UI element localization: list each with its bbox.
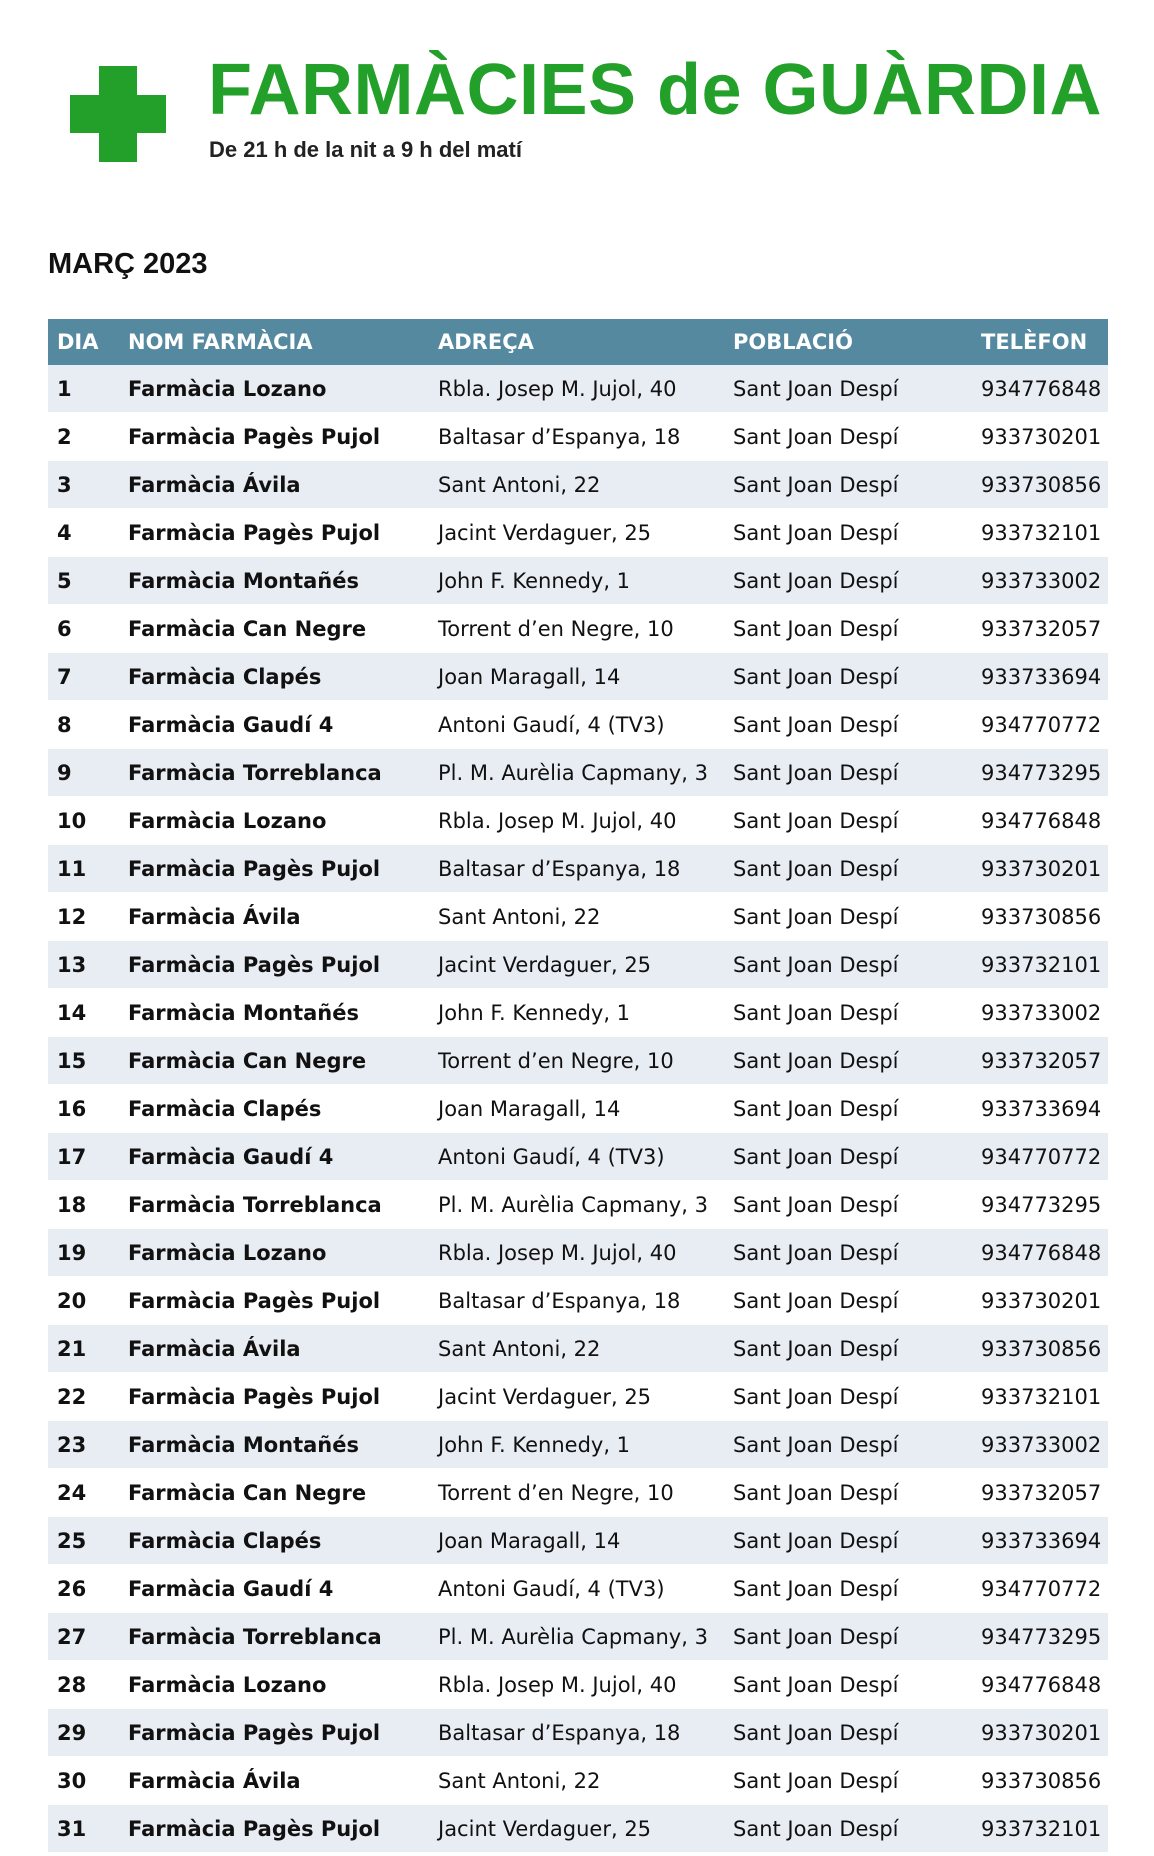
row-phone: 933732057 xyxy=(972,1037,1108,1085)
row-day: 2 xyxy=(48,413,119,461)
row-day: 7 xyxy=(48,653,119,701)
row-town: Sant Joan Despí xyxy=(724,413,972,461)
row-address: Jacint Verdaguer, 25 xyxy=(429,941,724,989)
row-pharmacy-name: Farmàcia Pagès Pujol xyxy=(119,1277,429,1325)
table-row xyxy=(48,1565,1108,1613)
row-address: Jacint Verdaguer, 25 xyxy=(429,1805,724,1853)
row-pharmacy-name: Farmàcia Pagès Pujol xyxy=(119,509,429,557)
row-phone: 933733002 xyxy=(972,989,1108,1037)
row-day: 28 xyxy=(48,1661,119,1709)
table-row xyxy=(48,1421,1108,1469)
row-address: Rbla. Josep M. Jujol, 40 xyxy=(429,365,724,413)
table-row xyxy=(48,1277,1108,1325)
row-address: John F. Kennedy, 1 xyxy=(429,557,724,605)
table-row xyxy=(48,365,1108,413)
table-row xyxy=(48,605,1108,653)
row-town: Sant Joan Despí xyxy=(724,1085,972,1133)
table-row xyxy=(48,1229,1108,1277)
row-day: 6 xyxy=(48,605,119,653)
row-day: 10 xyxy=(48,797,119,845)
row-pharmacy-name: Farmàcia Lozano xyxy=(119,365,429,413)
row-phone: 933730856 xyxy=(972,461,1108,509)
row-address: Rbla. Josep M. Jujol, 40 xyxy=(429,797,724,845)
row-day: 23 xyxy=(48,1421,119,1469)
row-pharmacy-name: Farmàcia Gaudí 4 xyxy=(119,1133,429,1181)
row-address: Antoni Gaudí, 4 (TV3) xyxy=(429,1565,724,1613)
row-town: Sant Joan Despí xyxy=(724,701,972,749)
row-day: 26 xyxy=(48,1565,119,1613)
duty-pharmacies-table xyxy=(48,319,1108,1853)
table-row xyxy=(48,1037,1108,1085)
row-day: 21 xyxy=(48,1325,119,1373)
row-day: 24 xyxy=(48,1469,119,1517)
column-header-name: NOM FARMÀCIA xyxy=(119,319,429,365)
row-day: 8 xyxy=(48,701,119,749)
row-town: Sant Joan Despí xyxy=(724,461,972,509)
row-phone: 933732101 xyxy=(972,1373,1108,1421)
row-pharmacy-name: Farmàcia Ávila xyxy=(119,1757,429,1805)
row-phone: 933733002 xyxy=(972,557,1108,605)
row-address: Baltasar d’Espanya, 18 xyxy=(429,413,724,461)
row-day: 22 xyxy=(48,1373,119,1421)
row-address: Pl. M. Aurèlia Capmany, 3 xyxy=(429,749,724,797)
column-header-address: ADREÇA xyxy=(429,319,724,365)
row-pharmacy-name: Farmàcia Clapés xyxy=(119,1517,429,1565)
row-town: Sant Joan Despí xyxy=(724,1661,972,1709)
row-pharmacy-name: Farmàcia Can Negre xyxy=(119,605,429,653)
row-day: 11 xyxy=(48,845,119,893)
table-row xyxy=(48,509,1108,557)
row-phone: 933730201 xyxy=(972,845,1108,893)
row-pharmacy-name: Farmàcia Lozano xyxy=(119,1229,429,1277)
table-row xyxy=(48,1805,1108,1853)
row-town: Sant Joan Despí xyxy=(724,1469,972,1517)
row-pharmacy-name: Farmàcia Pagès Pujol xyxy=(119,845,429,893)
row-day: 9 xyxy=(48,749,119,797)
table-header-row xyxy=(48,319,1108,365)
table-row xyxy=(48,1517,1108,1565)
row-day: 14 xyxy=(48,989,119,1037)
row-pharmacy-name: Farmàcia Gaudí 4 xyxy=(119,1565,429,1613)
row-address: Baltasar d’Espanya, 18 xyxy=(429,845,724,893)
row-pharmacy-name: Farmàcia Can Negre xyxy=(119,1037,429,1085)
column-header-town: POBLACIÓ xyxy=(724,319,972,365)
row-address: Sant Antoni, 22 xyxy=(429,1757,724,1805)
row-pharmacy-name: Farmàcia Ávila xyxy=(119,893,429,941)
row-town: Sant Joan Despí xyxy=(724,1805,972,1853)
row-phone: 933732101 xyxy=(972,509,1108,557)
row-town: Sant Joan Despí xyxy=(724,1373,972,1421)
pharmacy-cross-icon xyxy=(70,66,166,162)
row-pharmacy-name: Farmàcia Clapés xyxy=(119,653,429,701)
row-town: Sant Joan Despí xyxy=(724,605,972,653)
row-address: Torrent d’en Negre, 10 xyxy=(429,1469,724,1517)
table-row xyxy=(48,1325,1108,1373)
row-day: 18 xyxy=(48,1181,119,1229)
column-header-day: DIA xyxy=(48,319,119,365)
row-phone: 933730201 xyxy=(972,413,1108,461)
row-town: Sant Joan Despí xyxy=(724,653,972,701)
row-pharmacy-name: Farmàcia Clapés xyxy=(119,1085,429,1133)
row-town: Sant Joan Despí xyxy=(724,1757,972,1805)
row-phone: 933730201 xyxy=(972,1709,1108,1757)
row-town: Sant Joan Despí xyxy=(724,1133,972,1181)
row-address: Sant Antoni, 22 xyxy=(429,1325,724,1373)
row-town: Sant Joan Despí xyxy=(724,1181,972,1229)
row-phone: 934773295 xyxy=(972,1613,1108,1661)
table-row xyxy=(48,653,1108,701)
table-row xyxy=(48,893,1108,941)
row-town: Sant Joan Despí xyxy=(724,749,972,797)
row-address: Antoni Gaudí, 4 (TV3) xyxy=(429,1133,724,1181)
row-address: Sant Antoni, 22 xyxy=(429,461,724,509)
row-phone: 933733002 xyxy=(972,1421,1108,1469)
row-pharmacy-name: Farmàcia Torreblanca xyxy=(119,749,429,797)
row-day: 15 xyxy=(48,1037,119,1085)
row-pharmacy-name: Farmàcia Torreblanca xyxy=(119,1613,429,1661)
row-pharmacy-name: Farmàcia Pagès Pujol xyxy=(119,1709,429,1757)
row-address: Torrent d’en Negre, 10 xyxy=(429,605,724,653)
row-phone: 934770772 xyxy=(972,1565,1108,1613)
row-pharmacy-name: Farmàcia Ávila xyxy=(119,1325,429,1373)
row-town: Sant Joan Despí xyxy=(724,845,972,893)
row-town: Sant Joan Despí xyxy=(724,797,972,845)
row-day: 3 xyxy=(48,461,119,509)
row-day: 16 xyxy=(48,1085,119,1133)
table-row xyxy=(48,845,1108,893)
row-pharmacy-name: Farmàcia Pagès Pujol xyxy=(119,941,429,989)
table-row xyxy=(48,413,1108,461)
table-row xyxy=(48,941,1108,989)
row-phone: 933732101 xyxy=(972,941,1108,989)
table-row xyxy=(48,1085,1108,1133)
row-address: Joan Maragall, 14 xyxy=(429,653,724,701)
table-row xyxy=(48,1661,1108,1709)
table-row xyxy=(48,557,1108,605)
row-day: 25 xyxy=(48,1517,119,1565)
row-day: 17 xyxy=(48,1133,119,1181)
table-row xyxy=(48,1709,1108,1757)
row-phone: 934773295 xyxy=(972,749,1108,797)
row-address: Torrent d’en Negre, 10 xyxy=(429,1037,724,1085)
row-town: Sant Joan Despí xyxy=(724,941,972,989)
row-address: Baltasar d’Espanya, 18 xyxy=(429,1277,724,1325)
page-subtitle: De 21 h de la nit a 9 h del matí xyxy=(209,137,522,162)
row-day: 27 xyxy=(48,1613,119,1661)
table-row xyxy=(48,989,1108,1037)
table-row xyxy=(48,797,1108,845)
row-phone: 934770772 xyxy=(972,701,1108,749)
row-day: 1 xyxy=(48,365,119,413)
row-day: 19 xyxy=(48,1229,119,1277)
table-row xyxy=(48,1133,1108,1181)
row-phone: 933732057 xyxy=(972,1469,1108,1517)
table-header xyxy=(48,319,1108,365)
row-phone: 933732057 xyxy=(972,605,1108,653)
row-phone: 934776848 xyxy=(972,1661,1108,1709)
row-pharmacy-name: Farmàcia Torreblanca xyxy=(119,1181,429,1229)
row-pharmacy-name: Farmàcia Pagès Pujol xyxy=(119,413,429,461)
row-town: Sant Joan Despí xyxy=(724,1613,972,1661)
row-town: Sant Joan Despí xyxy=(724,1325,972,1373)
row-day: 12 xyxy=(48,893,119,941)
row-town: Sant Joan Despí xyxy=(724,1709,972,1757)
row-pharmacy-name: Farmàcia Can Negre xyxy=(119,1469,429,1517)
row-phone: 933730856 xyxy=(972,893,1108,941)
row-phone: 934776848 xyxy=(972,1229,1108,1277)
row-day: 13 xyxy=(48,941,119,989)
row-pharmacy-name: Farmàcia Ávila xyxy=(119,461,429,509)
row-town: Sant Joan Despí xyxy=(724,989,972,1037)
row-phone: 934770772 xyxy=(972,1133,1108,1181)
row-day: 29 xyxy=(48,1709,119,1757)
row-phone: 933730856 xyxy=(972,1757,1108,1805)
row-town: Sant Joan Despí xyxy=(724,1421,972,1469)
row-day: 5 xyxy=(48,557,119,605)
row-day: 30 xyxy=(48,1757,119,1805)
row-day: 31 xyxy=(48,1805,119,1853)
table-row xyxy=(48,1757,1108,1805)
row-address: Jacint Verdaguer, 25 xyxy=(429,1373,724,1421)
row-town: Sant Joan Despí xyxy=(724,1037,972,1085)
row-town: Sant Joan Despí xyxy=(724,1517,972,1565)
row-town: Sant Joan Despí xyxy=(724,509,972,557)
row-phone: 933733694 xyxy=(972,653,1108,701)
row-address: Joan Maragall, 14 xyxy=(429,1517,724,1565)
row-town: Sant Joan Despí xyxy=(724,365,972,413)
row-phone: 933733694 xyxy=(972,1517,1108,1565)
table-row xyxy=(48,461,1108,509)
table-body xyxy=(48,365,1108,1853)
page-title: FARMÀCIES de GUÀRDIA xyxy=(208,50,1103,130)
column-header-phone: TELÈFON xyxy=(972,319,1108,365)
table-row xyxy=(48,1613,1108,1661)
row-phone: 933732101 xyxy=(972,1805,1108,1853)
table-row xyxy=(48,1373,1108,1421)
row-address: Jacint Verdaguer, 25 xyxy=(429,509,724,557)
row-town: Sant Joan Despí xyxy=(724,557,972,605)
row-town: Sant Joan Despí xyxy=(724,1229,972,1277)
row-address: Antoni Gaudí, 4 (TV3) xyxy=(429,701,724,749)
row-day: 4 xyxy=(48,509,119,557)
table-row xyxy=(48,749,1108,797)
row-address: Baltasar d’Espanya, 18 xyxy=(429,1709,724,1757)
row-town: Sant Joan Despí xyxy=(724,1565,972,1613)
table-row xyxy=(48,1469,1108,1517)
row-address: Sant Antoni, 22 xyxy=(429,893,724,941)
table-row xyxy=(48,701,1108,749)
table-row xyxy=(48,1181,1108,1229)
row-phone: 934776848 xyxy=(972,797,1108,845)
row-pharmacy-name: Farmàcia Montañés xyxy=(119,1421,429,1469)
row-address: John F. Kennedy, 1 xyxy=(429,989,724,1037)
row-day: 20 xyxy=(48,1277,119,1325)
row-address: Joan Maragall, 14 xyxy=(429,1085,724,1133)
row-phone: 933730856 xyxy=(972,1325,1108,1373)
month-heading: MARÇ 2023 xyxy=(48,248,208,280)
row-pharmacy-name: Farmàcia Pagès Pujol xyxy=(119,1805,429,1853)
row-phone: 933730201 xyxy=(972,1277,1108,1325)
row-town: Sant Joan Despí xyxy=(724,1277,972,1325)
row-pharmacy-name: Farmàcia Lozano xyxy=(119,797,429,845)
row-phone: 934776848 xyxy=(972,365,1108,413)
row-pharmacy-name: Farmàcia Lozano xyxy=(119,1661,429,1709)
row-phone: 934773295 xyxy=(972,1181,1108,1229)
row-address: John F. Kennedy, 1 xyxy=(429,1421,724,1469)
row-pharmacy-name: Farmàcia Gaudí 4 xyxy=(119,701,429,749)
row-address: Rbla. Josep M. Jujol, 40 xyxy=(429,1661,724,1709)
row-pharmacy-name: Farmàcia Montañés xyxy=(119,989,429,1037)
row-phone: 933733694 xyxy=(972,1085,1108,1133)
row-pharmacy-name: Farmàcia Montañés xyxy=(119,557,429,605)
row-town: Sant Joan Despí xyxy=(724,893,972,941)
row-address: Pl. M. Aurèlia Capmany, 3 xyxy=(429,1613,724,1661)
row-address: Rbla. Josep M. Jujol, 40 xyxy=(429,1229,724,1277)
row-address: Pl. M. Aurèlia Capmany, 3 xyxy=(429,1181,724,1229)
row-pharmacy-name: Farmàcia Pagès Pujol xyxy=(119,1373,429,1421)
